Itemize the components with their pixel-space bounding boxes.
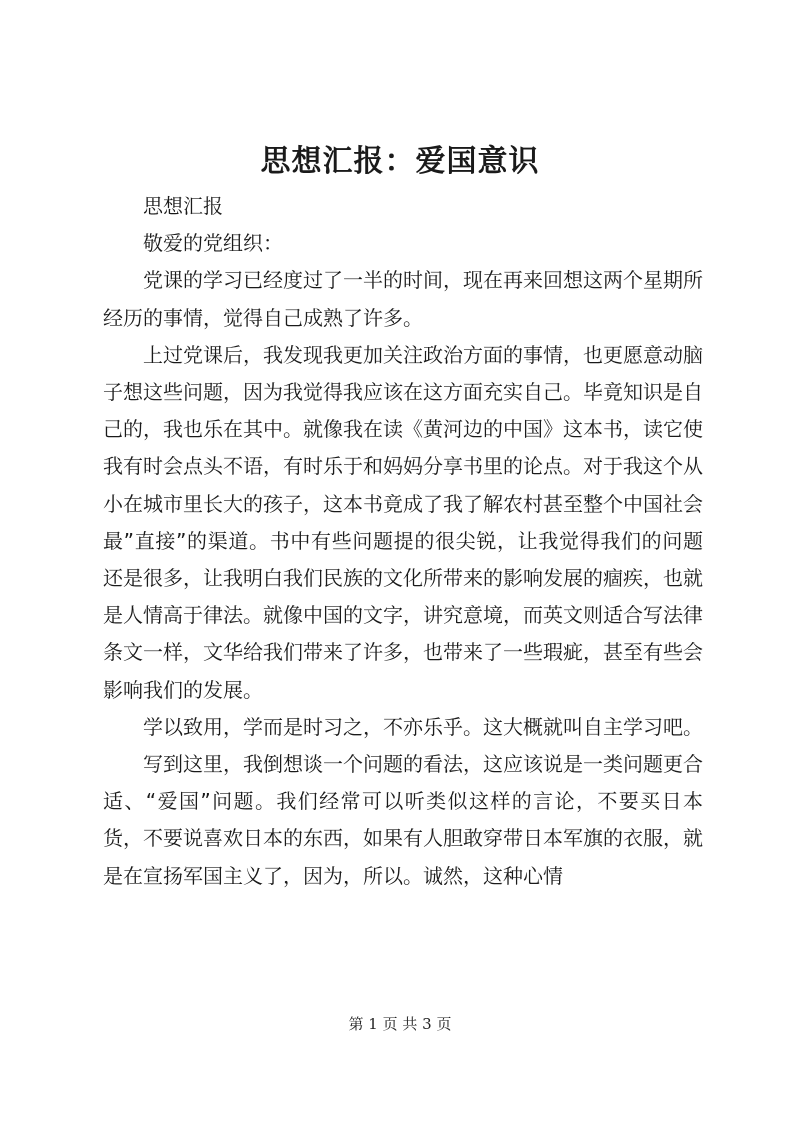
paragraph: 上过党课后，我发现我更加关注政治方面的事情，也更愿意动脑子想这些问题，因为我觉得我应该在这方面充实自己。毕竟知识是自己的，我也乐在其中。就像我在读《黄河边的中国》这本书，读它使我有时会点头不语，有时乐于和妈妈分享书里的论点。对于我这个从小在城市里长大的孩子，这本书竟成了我了解农村甚至整个中国社会最”直接”的渠道。书中有些问题提的很尖锐，让我觉得我们的问题还是很多，让我明白我们民族的文化所带来的影响发展的痼疾，也就是人情高于律法。就像中国的文字，讲究意境，而英文则适合写法律条文一样，文华给我们带来了许多，也带来了一些瑕疵，甚至有些会影响我们的发展。 bbox=[103, 342, 703, 702]
paragraph-heading: 思想汇报 bbox=[143, 194, 223, 218]
paragraph: 写到这里，我倒想谈一个问题的看法，这应该说是一类问题更合适、“爱国”问题。我们经常可以听类似这样的言论，不要买日本货，不要说喜欢日本的东西，如果有人胆敢穿带日本军旗的衣服，就是在宣扬军国主义了，因为，所以。诚然，这种心情 bbox=[103, 752, 703, 888]
paragraph-salutation: 敬爱的党组织： bbox=[143, 231, 283, 256]
document-body bbox=[103, 188, 703, 895]
page-footer: 第 1 页 共 3 页 bbox=[348, 1015, 452, 1033]
paragraph: 党课的学习已经度过了一半的时间，现在再来回想这两个星期所经历的事情，觉得自己成熟了许多。 bbox=[103, 268, 703, 330]
paragraph: 学以致用，学而是时习之，不亦乐乎。这大概就叫自主学习吧。 bbox=[143, 714, 703, 739]
document-title: 思想汇报：爱国意识 bbox=[260, 144, 540, 179]
